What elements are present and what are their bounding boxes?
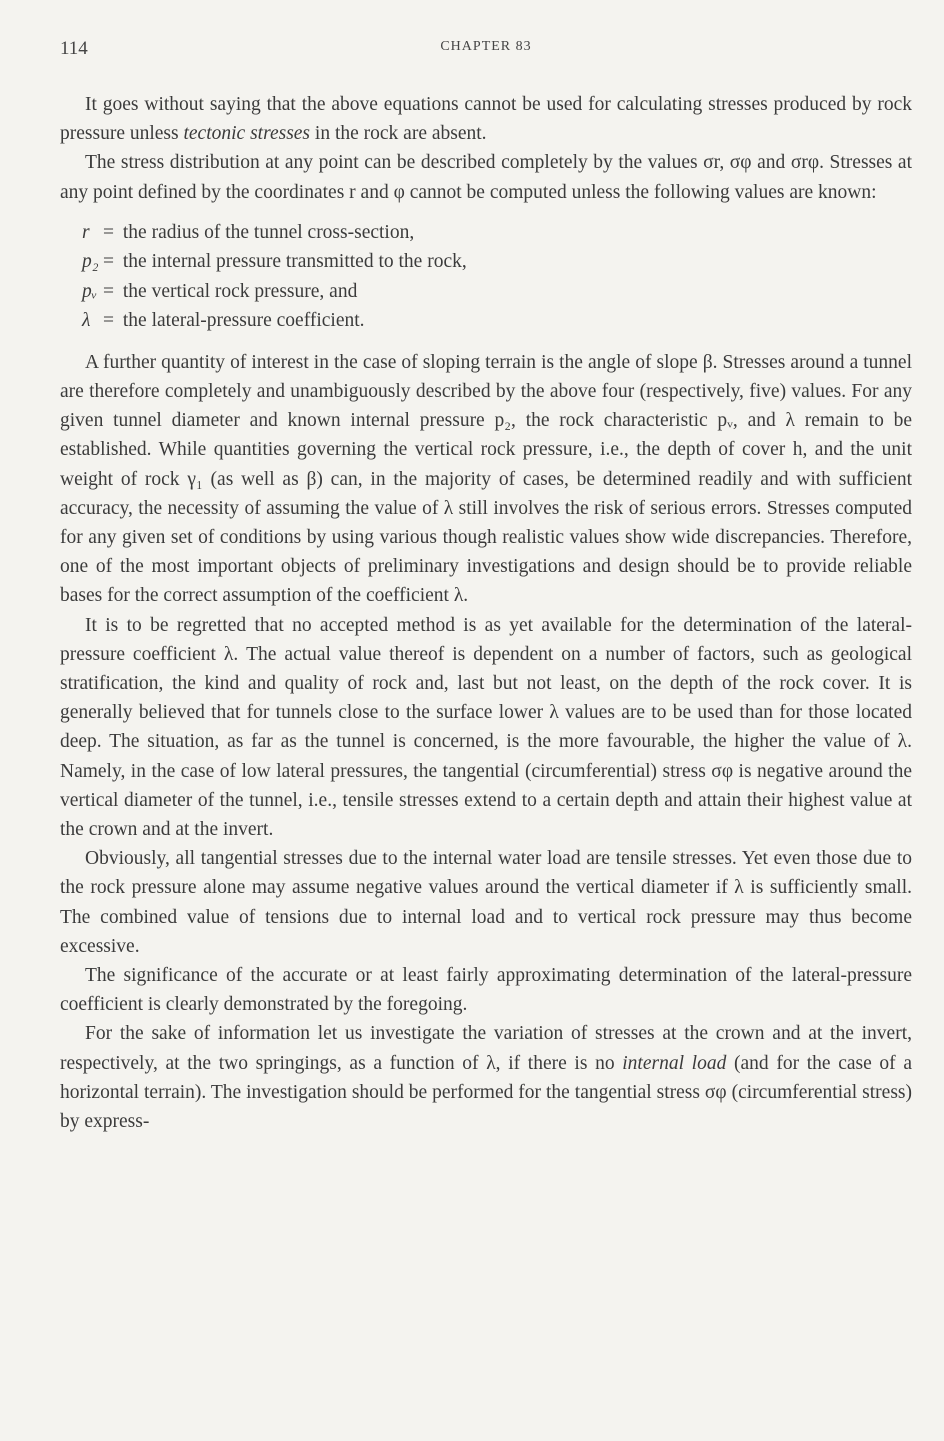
definition-symbol: p₂ <box>82 251 99 273</box>
definition-item <box>82 247 912 277</box>
body-text <box>60 90 912 1136</box>
paragraph-5: Obviously, all tangential stresses due to the internal water load are tensile stresses. Yet even those due to the rock pressure alone may assume negative values around the vertical diameter if λ is sufficiently small. The combined value of tensions due to internal load and to vertical rock pressure may thus become excessive. <box>60 848 912 957</box>
definition-symbol: pᵥ <box>82 280 98 302</box>
equals-sign: = <box>103 310 114 332</box>
definition-item <box>82 306 912 336</box>
definition-list <box>60 218 912 336</box>
equals-sign: = <box>103 280 114 302</box>
running-head: CHAPTER 83 <box>440 39 532 54</box>
definition-item <box>82 277 912 307</box>
paragraph-1-text-b: in the rock are absent. <box>310 123 487 145</box>
equals-sign: = <box>103 251 114 273</box>
definition-text: the radius of the tunnel cross-section, <box>122 221 415 243</box>
paragraph-3: A further quantity of interest in the case of sloping terrain is the angle of slope β. Stresses around a tunnel are therefore completely and unambiguously described by the above four (respectively, five) values. For any given tunnel diameter and known internal pressure p₂, the rock characteristic pᵥ, and λ remain to be established. While quantities governing the vertical rock pressure, i.e., the depth of cover h, and the unit weight of rock γ₁ (as well as β) can, in the majority of cases, be determined readily and with sufficient accuracy, the necessity of assuming the value of λ still involves the risk of serious errors. Stresses computed for any given set of conditions by using various though realistic values show wide discrepancies. Therefore, one of the most important objects of preliminary investigations and design should be to provide reliable bases for the correct assumption of the coefficient λ. <box>60 351 912 607</box>
definition-text: the vertical rock pressure, and <box>122 280 358 302</box>
paragraph-1 <box>60 90 912 148</box>
paragraph-6: The significance of the accurate or at least fairly approximating determination of the lateral-pressure coefficient is clearly demonstrated by the foregoing. <box>60 965 912 1016</box>
page-number: 114 <box>60 38 88 59</box>
definition-text: the lateral-pressure coefficient. <box>122 310 365 332</box>
paragraph-4: It is to be regretted that no accepted method is as yet available for the determination of the lateral-pressure coefficient λ. The actual value thereof is dependent on a number of factors, such as geological stratification, the kind and quality of rock and, last but not least, on the depth of the rock cover. It is generally believed that for tunnels close to the surface lower λ values are to be used than for those located deep. The situation, as far as the tunnel is concerned, is the more favourable, the higher the value of λ. Namely, in the case of low lateral pressures, the tangential (circumferential) stress σφ is negative around the vertical diameter of the tunnel, i.e., tensile stresses extend to a certain depth and attain their highest value at the crown and at the invert. <box>60 614 912 841</box>
paragraph-7-text-a: For the sake of information let us investigate the variation of stresses at the crown and at the invert, respectively, at the two springings, as a function of λ, if there is no <box>60 1023 912 1074</box>
definition-item <box>82 218 912 248</box>
equals-sign: = <box>103 221 114 243</box>
paragraph-7-emphasis: internal load <box>622 1052 727 1074</box>
paragraph-7-text-b: (and for the case of a horizontal terrain). The investigation should be performed for the tangential stress σφ (circumferential stress) by express- <box>60 1052 912 1133</box>
definition-symbol: λ <box>82 310 91 332</box>
definition-symbol: r <box>82 221 90 243</box>
paragraph-1-text-a: It goes without saying that the above equations cannot be used for calculating stresses produced by rock pressure unless <box>60 94 912 145</box>
page-header <box>60 38 912 60</box>
definition-text: the internal pressure transmitted to the rock, <box>122 251 467 273</box>
paragraph-7 <box>60 1019 912 1136</box>
paragraph-2: The stress distribution at any point can be described completely by the values σr, σφ and σrφ. Stresses at any point defined by the coordinates r and φ cannot be computed unless the following values are known: <box>60 152 912 203</box>
paragraph-1-emphasis: tectonic stresses <box>183 123 311 145</box>
